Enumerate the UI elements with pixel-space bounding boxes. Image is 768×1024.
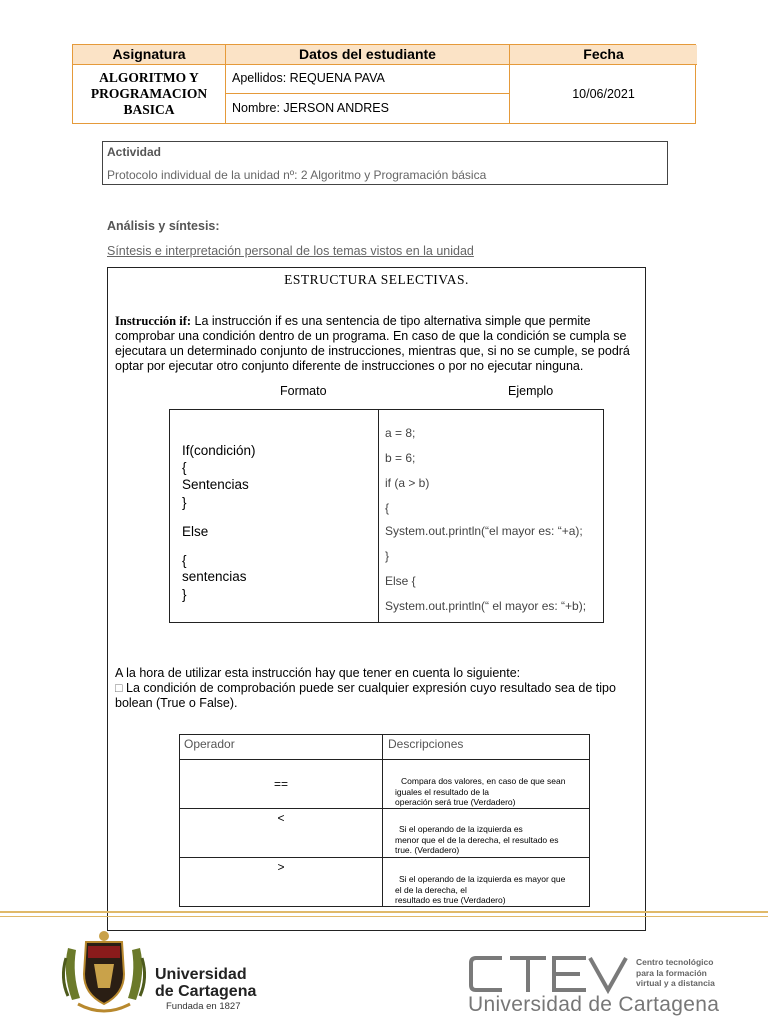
table-divider	[180, 808, 589, 809]
operator-description: Si el operando de la izquierda es mayor que el de la derecha, el resultado es true (Verdadero)	[395, 874, 566, 905]
subject-name	[73, 65, 225, 123]
format-line: Sentencias	[182, 477, 249, 492]
example-line: }	[385, 549, 390, 563]
header-col-date: Fecha	[509, 45, 697, 65]
student-surname: Apellidos: REQUENA PAVA	[225, 65, 509, 94]
operator-symbol: <	[277, 811, 285, 825]
example-line: Else {	[385, 574, 416, 588]
ctev-university-name: Universidad de Cartagena	[468, 993, 720, 1016]
note-paragraph	[115, 666, 640, 711]
format-line: sentencias	[182, 569, 247, 584]
submission-date: 10/06/2021	[509, 65, 697, 123]
note-line-2: □ La condición de comprobación puede ser cualquier expresión cuyo resultado sea de tipo bolean (True o False).	[115, 681, 616, 710]
header-table	[72, 44, 696, 124]
university-name: Universidad de Cartagena	[155, 966, 257, 1000]
description-header: Descripciones	[388, 737, 464, 751]
subject-line: BASICA	[123, 102, 175, 117]
example-line: b = 6;	[385, 451, 416, 465]
footer-rule	[0, 911, 768, 913]
intro-label: Instrucción if:	[115, 314, 192, 328]
subject-line: ALGORITMO Y	[99, 70, 199, 85]
intro-paragraph	[115, 314, 640, 374]
ctev-logo-icon	[468, 952, 628, 996]
format-line: {	[182, 460, 187, 475]
student-name: Nombre: JERSON ANDRES	[225, 94, 509, 123]
intro-text: La instrucción if es una sentencia de tipo alternativa simple que permite comprobar una condición dentro de un programa. En caso de que la condición se cumpla se ejecutara un determinado conjunto de instrucciones, mientras que, si no se cumple, se podrá optar por ejecutar otro conjunto diferente de instrucciones o por no ejecutar ninguna.	[115, 314, 630, 373]
footer-rule	[0, 916, 768, 917]
university-founded: Fundada en 1827	[166, 1001, 241, 1012]
university-crest-icon	[58, 928, 150, 1014]
format-line: }	[182, 495, 187, 510]
header-col-subject: Asignatura	[73, 45, 225, 65]
format-line: }	[182, 587, 187, 602]
example-line: a = 8;	[385, 426, 416, 440]
table-divider	[180, 759, 589, 760]
operator-symbol: >	[277, 860, 285, 874]
header-col-student: Datos del estudiante	[225, 45, 509, 65]
content-box	[107, 267, 646, 931]
format-line: Else	[182, 524, 209, 539]
note-line-1: A la hora de utilizar esta instrucción hay que tener en cuenta lo siguiente:	[115, 666, 521, 680]
example-line: {	[385, 501, 390, 515]
analysis-subtitle: Síntesis e interpretación personal de los temas vistos en la unidad	[107, 244, 474, 258]
example-line: System.out.println(“ el mayor es: “+b);	[385, 599, 587, 613]
format-column	[170, 410, 379, 622]
operators-table	[179, 734, 590, 907]
syntax-table	[169, 409, 604, 623]
operator-description: Compara dos valores, en caso de que sean iguales el resultado de la operación será true (Verdadero)	[395, 776, 566, 807]
format-line: {	[182, 553, 187, 568]
operator-description: Si el operando de la izquierda es menor que el de la derecha, el resultado es true. (Verdadero)	[395, 824, 559, 855]
operator-header: Operador	[184, 737, 235, 751]
table-divider	[180, 857, 589, 858]
subject-line: PROGRAMACION	[90, 86, 208, 101]
content-title: ESTRUCTURA SELECTIVAS.	[284, 272, 469, 287]
example-line: System.out.println(“el mayor es: “+a);	[385, 524, 583, 538]
format-header: Formato	[280, 384, 327, 398]
format-line: If(condición)	[182, 443, 256, 458]
checkbox-bullet-icon: □	[115, 681, 123, 695]
operator-symbol: ==	[273, 777, 288, 791]
activity-description: Protocolo individual de la unidad nº: 2 Algoritmo y Programación básica	[107, 168, 487, 182]
table-divider	[382, 735, 383, 906]
activity-box	[102, 141, 668, 185]
ctev-description: Centro tecnológico para la formación virtual y a distancia	[636, 957, 715, 988]
example-line: if (a > b)	[385, 476, 430, 490]
activity-label: Actividad	[107, 145, 162, 159]
example-header: Ejemplo	[508, 384, 554, 398]
analysis-title: Análisis y síntesis:	[107, 219, 220, 233]
